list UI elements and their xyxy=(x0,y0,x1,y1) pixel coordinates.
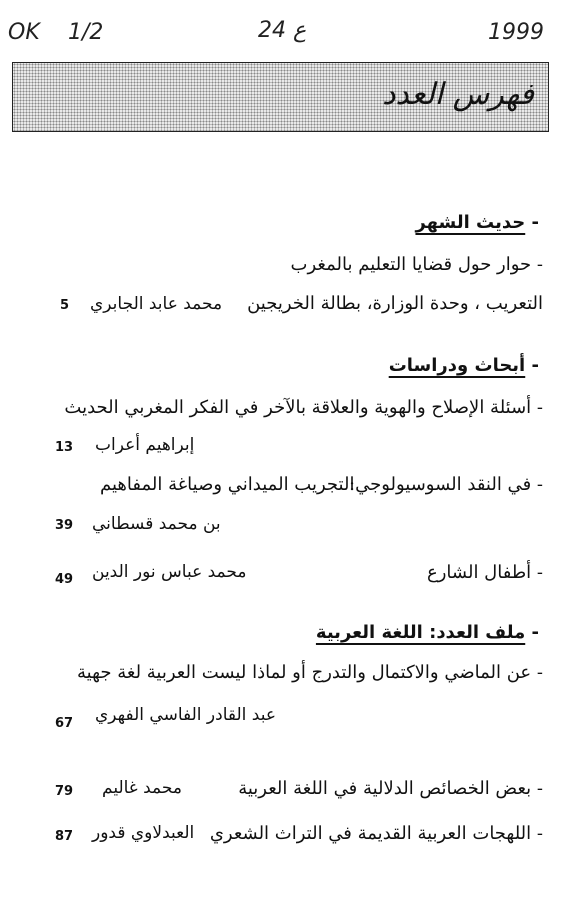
title-banner xyxy=(12,62,549,132)
page-number: 39 xyxy=(55,518,74,533)
item-marker: - xyxy=(536,778,543,799)
page-number: 5 xyxy=(60,298,70,313)
entry-author: محمد عباس نور الدين xyxy=(92,562,247,582)
entry-title: عن الماضي والاكتمال والتدرج أو لماذا ليست العربية لغة جهية xyxy=(77,662,532,683)
entry-author: بن محمد قسطاني xyxy=(92,514,221,534)
handwritten-ok-mark: OK xyxy=(8,20,40,45)
section-header xyxy=(316,622,539,643)
toc-entry xyxy=(427,562,543,583)
entry-subtitle: التجريب الميداني وصياغة المفاهيم xyxy=(100,474,355,495)
page-number: 13 xyxy=(55,440,74,455)
item-marker: - xyxy=(536,254,543,275)
section-header xyxy=(389,355,539,376)
entry-title: حوار حول قضايا التعليم بالمغرب xyxy=(290,254,532,275)
page-number: 79 xyxy=(55,784,74,799)
entry-author: العبدلاوي قدور xyxy=(92,823,195,843)
section-marker: - xyxy=(531,622,539,643)
item-marker: - xyxy=(536,823,543,844)
entry-author: عبد القادر الفاسي الفهري xyxy=(95,705,276,725)
entry-title: اللهجات العربية القديمة في التراث الشعري xyxy=(209,823,532,844)
entry-title: أسئلة الإصلاح والهوية والعلاقة بالآخر في الفكر المغربي الحديث xyxy=(64,397,532,418)
section-marker: - xyxy=(531,212,539,233)
section-title: حديث الشهر xyxy=(415,212,526,233)
item-marker: - xyxy=(536,662,543,683)
entry-title: التعريب ، وحدة الوزارة، بطالة الخريجين xyxy=(247,293,543,314)
page-number: 67 xyxy=(55,716,74,731)
toc-entry xyxy=(64,397,543,418)
entry-author: إبراهيم أعراب xyxy=(95,435,195,455)
item-marker: - xyxy=(536,397,543,418)
section-marker: - xyxy=(531,355,539,376)
page-number: 49 xyxy=(55,572,74,587)
toc-entry xyxy=(349,474,543,495)
toc-entry xyxy=(291,254,543,275)
item-marker: - xyxy=(536,474,543,495)
toc-entry xyxy=(238,778,543,799)
table-of-contents-title: فهرس العدد xyxy=(382,77,534,112)
entry-title: أطفال الشارع xyxy=(426,562,532,583)
section-title: ملف العدد: اللغة العربية xyxy=(315,622,526,643)
entry-author: محمد عابد الجابري xyxy=(90,294,223,314)
toc-entry xyxy=(77,662,543,683)
entry-author: محمد غاليم xyxy=(102,778,182,798)
item-marker: - xyxy=(536,562,543,583)
entry-title: في النقد السوسيولوجي: xyxy=(349,474,532,495)
entry-title: بعض الخصائص الدلالية في اللغة العربية xyxy=(238,778,532,799)
section-title: أبحاث ودراسات xyxy=(388,355,526,376)
section-header xyxy=(415,212,539,233)
handwritten-issue-ref: 24 ع xyxy=(258,18,307,43)
toc-entry xyxy=(210,823,543,844)
handwritten-fraction: 1/2 xyxy=(68,20,104,45)
handwritten-year: 1999 xyxy=(488,20,544,45)
page-number: 87 xyxy=(55,829,74,844)
